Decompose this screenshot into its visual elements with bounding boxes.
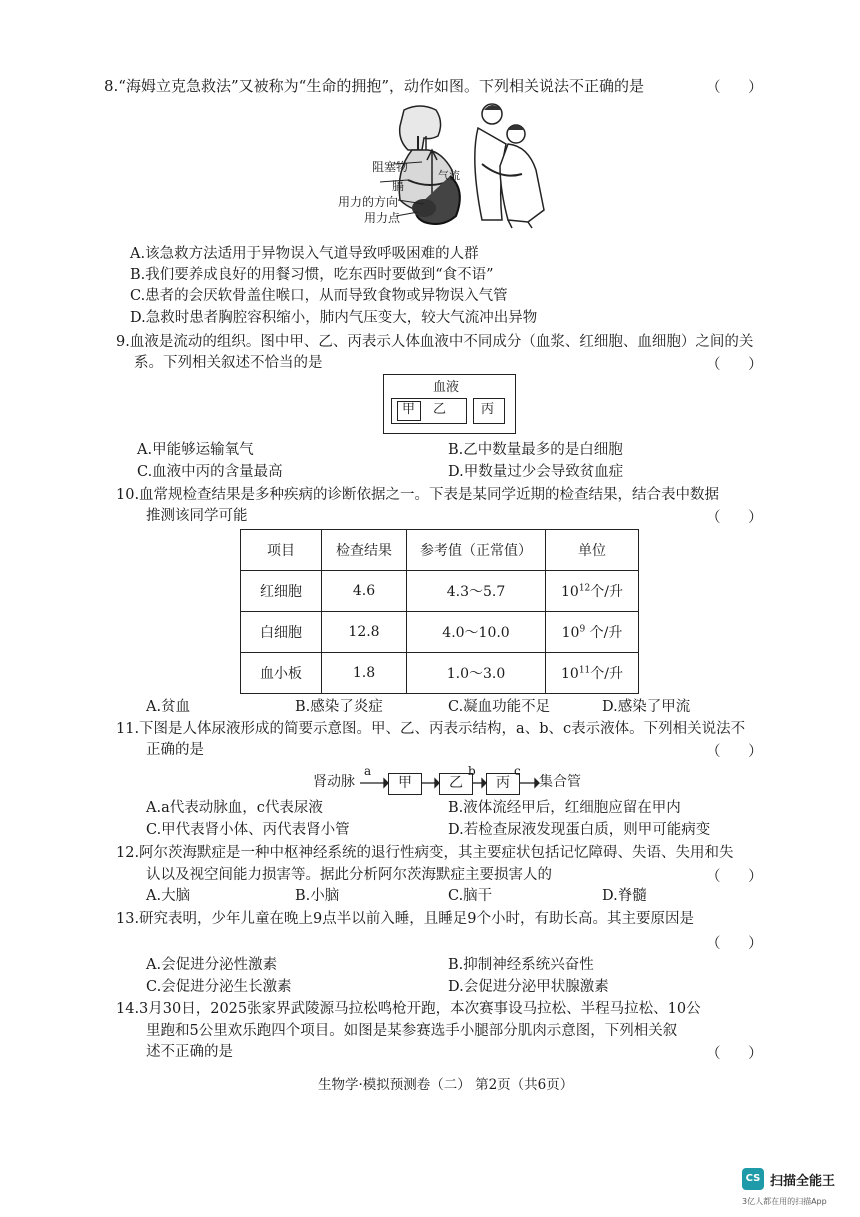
flow-node-jia-label: 甲 [398, 775, 412, 791]
unit-base: 10 [561, 584, 579, 600]
q9-stem-line2: 系。下列相关叙述不恰当的是 [134, 355, 323, 371]
q10-option-b: B.感染了炎症 [295, 699, 383, 715]
q12-stem-line1: 12.阿尔茨海默症是一种中枢神经系统的退行性病变，其主要症状包括记忆障碍、失语、失用和失 [116, 845, 734, 861]
q9-option-a: A.甲能够运输氧气 [137, 442, 254, 458]
q13-stem: 13.研究表明，少年儿童在晚上9点半以前入睡，且睡足9个小时，有助长高。其主要原因是 [116, 911, 695, 927]
q13-option-a: A.会促进分泌性激素 [146, 957, 278, 973]
q12-stem-line2: 认以及视空间能力损害等。据此分析阿尔茨海默症主要损害人的 [146, 867, 552, 883]
cell-reference: 4.3～5.7 [407, 571, 546, 612]
q12-option-b: B.小脑 [295, 888, 340, 904]
cell-unit [546, 571, 639, 612]
cell-unit [546, 612, 639, 653]
page-footer: 生物学·模拟预测卷（二） 第2页（共6页） [318, 1077, 574, 1093]
q9-option-c: C.血液中丙的含量最高 [137, 464, 283, 480]
cell-result: 12.8 [322, 612, 407, 653]
q10-stem-line1: 10.血常规检查结果是多种疾病的诊断依据之一。下表是某同学近期的检查结果，结合表中数据 [116, 487, 720, 503]
cell-item: 血小板 [241, 653, 322, 694]
q13-option-c: C.会促进分泌生长激素 [146, 979, 292, 995]
q9-stem-line1: 9.血液是流动的组织。图中甲、乙、丙表示人体血液中不同成分（血浆、红细胞、血细胞）之间的关 [116, 334, 754, 350]
q13-answer-paren: （ ） [706, 936, 763, 952]
q14-answer-paren: （ ） [706, 1046, 763, 1062]
cs-logo-icon: CS [742, 1168, 764, 1190]
label-obstruction: 阻塞物 [372, 160, 409, 174]
header-unit: 单位 [546, 530, 639, 571]
table-row [241, 571, 639, 612]
q11-option-c: C.甲代表肾小体、丙代表肾小管 [146, 822, 350, 838]
watermark-tagline: 3亿人都在用的扫描App [742, 1197, 827, 1206]
flow-node-bing-label: 丙 [496, 775, 510, 791]
q11-option-a: A.a代表动脉血，c代表尿液 [146, 800, 323, 816]
q12-option-a: A.大脑 [146, 888, 191, 904]
cell-result: 1.8 [322, 653, 407, 694]
header-item: 项目 [241, 530, 322, 571]
flow-node-yi-label: 乙 [449, 775, 463, 791]
unit-exponent: 11 [578, 665, 591, 676]
unit-rest: 个/升 [590, 584, 623, 600]
unit-base: 10 [561, 666, 579, 682]
unit-base: 10 [561, 625, 580, 641]
flow-label-c: c [514, 764, 521, 778]
q8-option-a: A.该急救方法适用于异物误入气道导致呼吸困难的人群 [130, 246, 479, 262]
q9-answer-paren: （ ） [706, 357, 763, 373]
q11-stem-line2: 正确的是 [146, 742, 204, 758]
flow-end: 集合管 [539, 774, 581, 790]
q12-answer-paren: （ ） [706, 869, 763, 885]
cell-result: 4.6 [322, 571, 407, 612]
unit-exponent: 12 [578, 583, 591, 594]
q11-option-d: D.若检查尿液发现蛋白质，则甲可能病变 [448, 822, 711, 838]
q12-option-d: D.脊髓 [602, 888, 647, 904]
q8-answer-paren: （ ） [706, 80, 763, 96]
watermark-name: 扫描全能王 [770, 1174, 836, 1189]
label-yi: 乙 [433, 402, 447, 417]
q10-stem-line2: 推测该同学可能 [146, 508, 248, 524]
q11-answer-paren: （ ） [706, 744, 763, 760]
cell-item: 红细胞 [241, 571, 322, 612]
label-force-point: 用力点 [364, 211, 401, 225]
q8-option-d: D.急救时患者胸腔容积缩小，肺内气压变大，较大气流冲出异物 [130, 310, 538, 326]
q9-option-d: D.甲数量过少会导致贫血症 [448, 464, 624, 480]
q8-stem: 8.“海姆立克急救法”又被称为“生命的拥抱”，动作如图。下列相关说法不正确的是 [104, 77, 644, 95]
flow-label-a: a [364, 764, 372, 778]
label-force-direction: 用力的方向 [338, 195, 399, 209]
unit-exponent: 9 [579, 624, 586, 635]
table-header-row [241, 530, 639, 571]
q8-option-c: C.患者的会厌软骨盖住喉口，从而导致食物或异物误入气管 [130, 288, 508, 304]
flow-start: 肾动脉 [313, 774, 355, 790]
unit-rest: 个/升 [590, 666, 623, 682]
header-result: 检查结果 [322, 530, 407, 571]
label-diaphragm: 膈 [392, 179, 405, 193]
q9-option-b: B.乙中数量最多的是白细胞 [448, 442, 623, 458]
flow-arrows [360, 776, 550, 792]
q14-stem-line1: 14.3月30日，2025张家界武陵源马拉松鸣枪开跑，本次赛事设马拉松、半程马拉松、10公 [116, 1001, 701, 1017]
cell-reference: 4.0～10.0 [407, 612, 546, 653]
q10-option-c: C.凝血功能不足 [448, 699, 551, 715]
label-jia: 甲 [402, 402, 416, 417]
q14-stem-line2: 里跑和5公里欢乐跑四个项目。如图是某参赛选手小腿部分肌肉示意图，下列相关叙 [146, 1023, 678, 1039]
label-bing: 丙 [481, 402, 495, 417]
blood-test-table [240, 529, 639, 694]
q13-option-b: B.抑制神经系统兴奋性 [448, 957, 594, 973]
q11-stem-line1: 11.下图是人体尿液形成的简要示意图。甲、乙、丙表示结构，a、b、c表示液体。下列相关说法不 [116, 721, 746, 737]
q12-option-c: C.脑干 [448, 888, 493, 904]
q13-option-d: D.会促进分泌甲状腺激素 [448, 979, 609, 995]
q8-option-b: B.我们要养成良好的用餐习惯，吃东西时要做到“食不语” [130, 267, 494, 283]
label-airflow: 气流 [438, 169, 460, 182]
q10-option-d: D.感染了甲流 [602, 699, 691, 715]
cell-unit [546, 653, 639, 694]
q10-option-a: A.贫血 [146, 699, 191, 715]
cell-item: 白细胞 [241, 612, 322, 653]
table-row [241, 612, 639, 653]
blood-label: 血液 [433, 380, 460, 395]
cell-reference: 1.0～3.0 [407, 653, 546, 694]
q10-answer-paren: （ ） [706, 510, 763, 526]
header-reference: 参考值（正常值） [407, 530, 546, 571]
unit-rest: 个/升 [585, 625, 623, 641]
q11-option-b: B.液体流经甲后，红细胞应留在甲内 [448, 800, 681, 816]
flow-label-b: b [468, 764, 476, 778]
q14-stem-line3: 述不正确的是 [146, 1044, 233, 1060]
table-row [241, 653, 639, 694]
